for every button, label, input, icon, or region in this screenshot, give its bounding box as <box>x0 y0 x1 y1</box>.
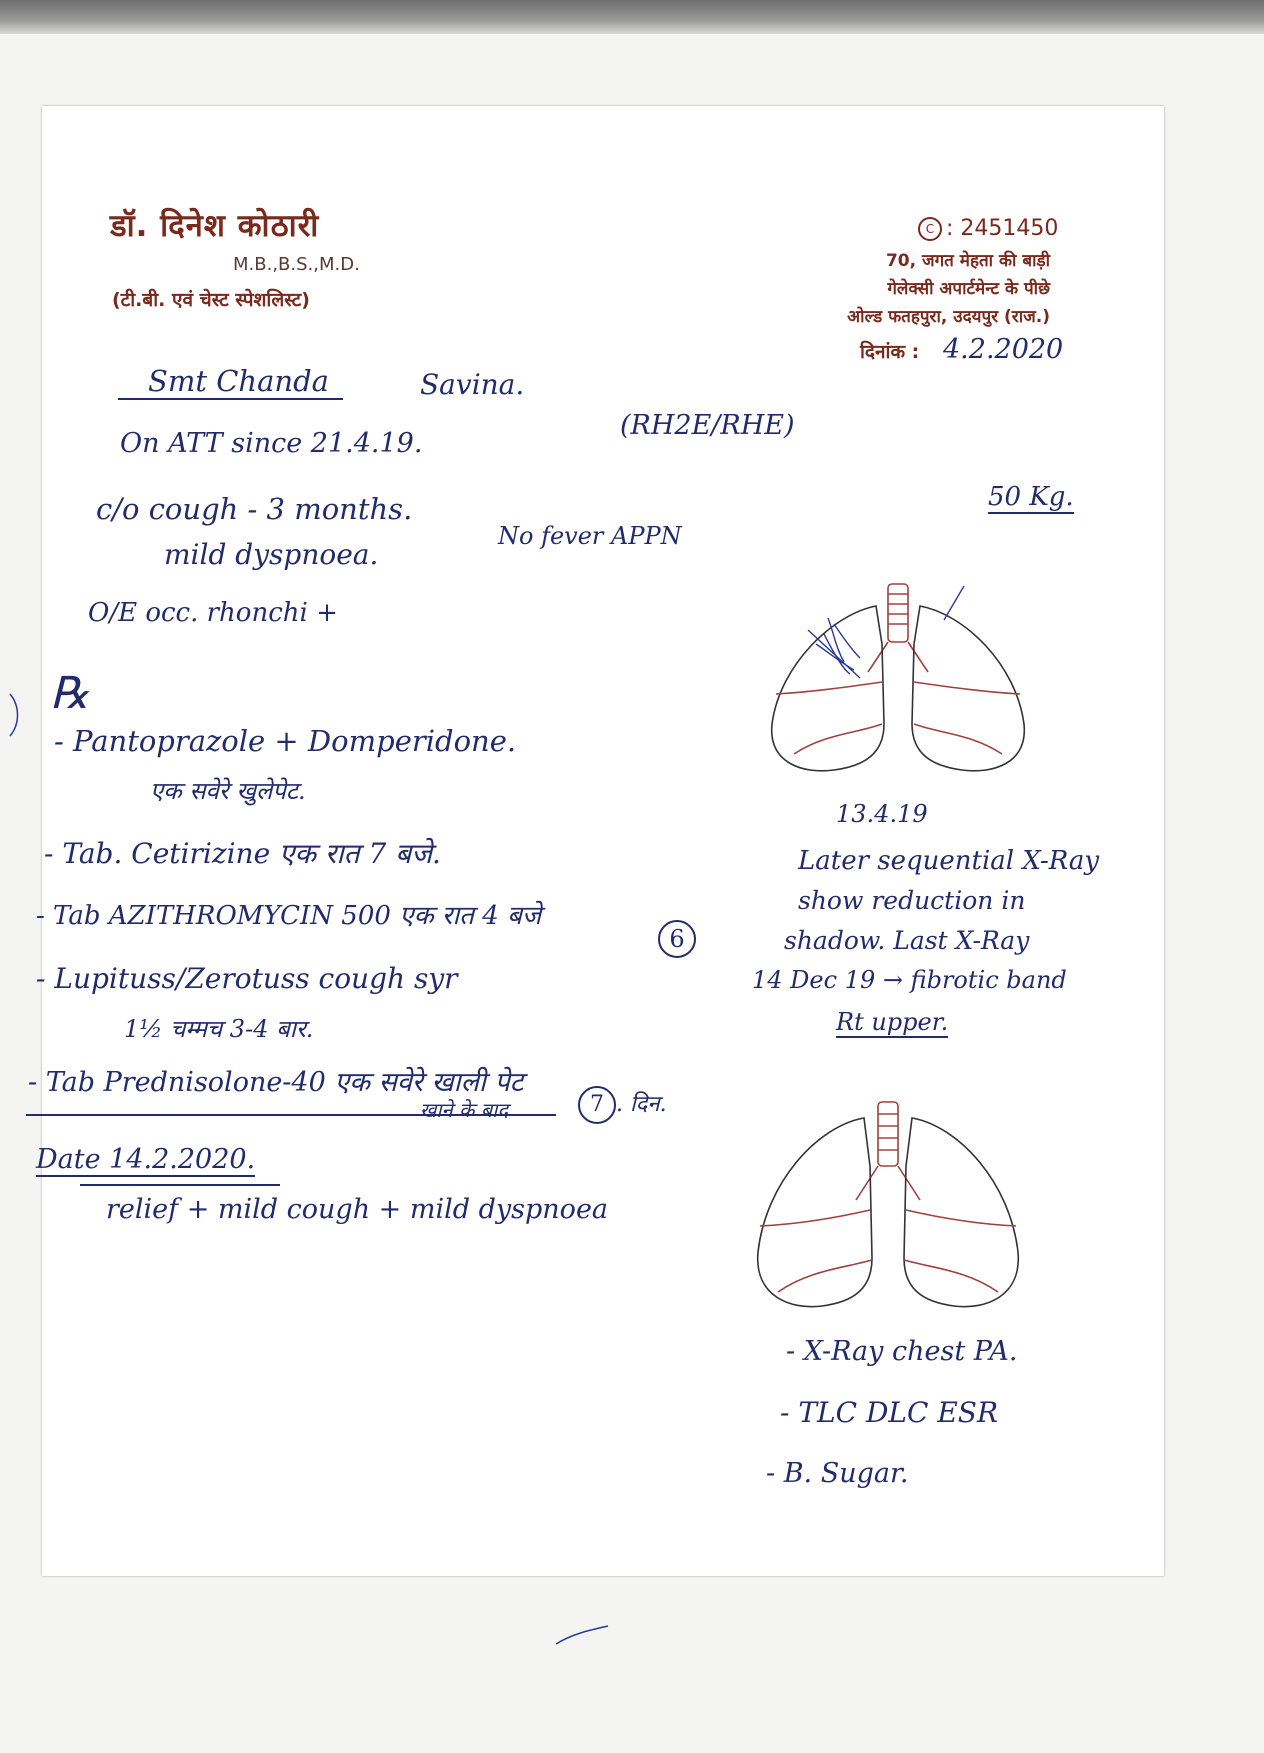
att-regimen: (RH2E/RHE) <box>620 410 795 441</box>
complaint-dyspnoea: mild dyspnoea. <box>164 538 379 571</box>
med-line-2: - Tab. Cetirizine एक रात 7 बजे. <box>44 837 441 870</box>
xray-note-3: shadow. Last X-Ray <box>784 926 1030 955</box>
days-circle: 7 <box>578 1086 616 1124</box>
doctor-specialty: (टी.बी. एवं चेस्ट स्पेशलिस्ट) <box>112 289 310 311</box>
followup-rule <box>80 1184 280 1186</box>
xray-note-1: Later sequential X-Ray <box>798 846 1100 876</box>
stray-pen-mark <box>552 1620 612 1650</box>
date-label: दिनांक : <box>860 341 920 363</box>
patient-name: Smt Chanda <box>118 364 343 400</box>
med-line-4: - Lupituss/Zerotuss cough syr <box>36 962 458 995</box>
investigation-1: - X-Ray chest PA. <box>786 1336 1018 1367</box>
phone-icon: C <box>918 217 942 241</box>
address-line-2: गेलेक्सी अपार्टमेन्ट के पीछे <box>887 279 1050 299</box>
complaint-cough: c/o cough - 3 months. <box>96 492 413 526</box>
med-line-5: - Tab Prednisolone-40 एक सवेरे खाली पेट <box>28 1067 524 1098</box>
med-line-5-days <box>578 1086 667 1124</box>
med-line-5-note: खाने के बाद <box>420 1098 508 1122</box>
xray-date: 13.4.19 <box>836 800 928 828</box>
med-line-3-days <box>658 920 696 958</box>
phone-value: : 2451450 <box>946 216 1059 241</box>
investigation-2: - TLC DLC ESR <box>780 1396 999 1429</box>
med-line-4-dose: 1½ चम्मच 3-4 बार. <box>124 1015 314 1043</box>
rx-symbol: ℞ <box>50 668 90 719</box>
xray-note-4: 14 Dec 19 → fibrotic band <box>752 966 1067 994</box>
address-line-1: 70, जगत मेहता की बाड़ी <box>885 251 1050 271</box>
punch-hole-mark <box>4 690 24 740</box>
doctor-name: डॉ. दिनेश कोठारी <box>110 208 320 244</box>
lung-diagram-annotated <box>764 574 1034 794</box>
followup-note: relief + mild cough + mild dyspnoea <box>106 1194 609 1225</box>
scanner-edge <box>0 0 1264 34</box>
xray-note-5: Rt upper. <box>836 1008 949 1036</box>
address-line-3: ओल्ड फतहपुरा, उदयपुर (राज.) <box>847 307 1050 327</box>
prescription-date: 4.2.2020 <box>943 334 1064 365</box>
complaint-note: No fever APPN <box>498 522 682 550</box>
med-line-3: - Tab AZITHROMYCIN 500 एक रात 4 बजे <box>36 901 542 931</box>
patient-name-suffix: Savina. <box>420 368 525 401</box>
days-suffix: . दिन. <box>616 1092 667 1117</box>
lung-diagram-blank <box>752 1096 1022 1326</box>
examination: O/E occ. rhonchi + <box>88 598 338 628</box>
xray-note-2: show reduction in <box>798 886 1026 915</box>
phone-number <box>918 216 1058 241</box>
med-line-1: - Pantoprazole + Domperidone. <box>54 724 517 758</box>
days-circle: 6 <box>658 920 696 958</box>
followup-date: Date 14.2.2020. <box>36 1144 256 1175</box>
investigation-3: - B. Sugar. <box>766 1458 909 1489</box>
doctor-degree: M.B.,B.S.,M.D. <box>233 254 360 275</box>
patient-weight: 50 Kg. <box>988 482 1074 512</box>
med-line-1-dose: एक सवेरे खुलेपेट. <box>150 777 306 805</box>
att-history: On ATT since 21.4.19. <box>120 428 423 459</box>
